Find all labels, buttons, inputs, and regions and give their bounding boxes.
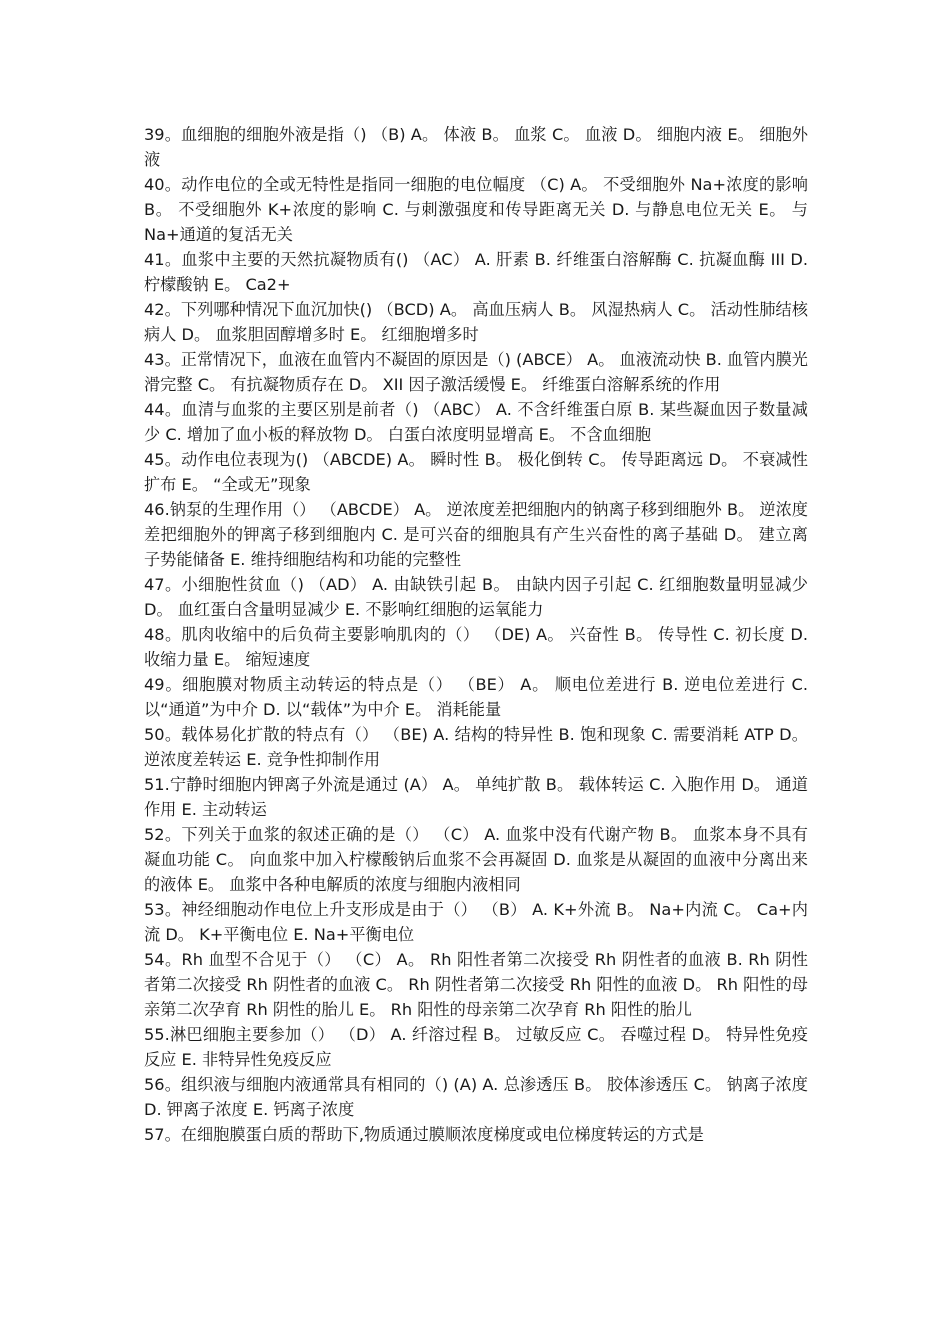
question-52: 52。下列关于血浆的叙述正确的是（） （C） A. 血浆中没有代谢产物 B。 血浆本身不具有凝血功能 C。 向血浆中加入柠檬酸钠后血浆不会再凝固 D. 血浆是从凝固的血液中分离出来的液体 E。 血浆中各种电解质的浓度与细胞内液相同	[144, 825, 808, 894]
question-50: 50。载体易化扩散的特点有（） （BE) A. 结构的特异性 B. 饱和现象 C. 需要消耗 ATP D。 逆浓度差转运 E. 竞争性抑制作用	[144, 725, 808, 769]
question-47: 47。小细胞性贫血（) （AD） A. 由缺铁引起 B。 由缺内因子引起 C. 红细胞数量明显减少 D。 血红蛋白含量明显减少 E. 不影响红细胞的运氧能力	[144, 575, 808, 619]
document-page	[144, 122, 808, 1147]
question-42: 42。下列哪种情况下血沉加快() （BCD) A。 高血压病人 B。 风湿热病人 C。 活动性肺结核病人 D。 血浆胆固醇增多时 E。 红细胞增多时	[144, 300, 808, 344]
question-55: 55.淋巴细胞主要参加（） （D） A. 纤溶过程 B。 过敏反应 C。 吞噬过程 D。 特异性免疫反应 E. 非特异性免疫反应	[144, 1025, 808, 1069]
question-43: 43。正常情况下，血液在血管内不凝固的原因是（) (ABCE） A。 血液流动快 B. 血管内膜光滑完整 C。 有抗凝物质存在 D。 XII 因子激活缓慢 E。 纤维蛋白溶解系统的作用	[144, 350, 808, 394]
question-57: 57。在细胞膜蛋白质的帮助下,物质通过膜顺浓度梯度或电位梯度转运的方式是	[144, 1125, 704, 1144]
question-41: 41。血浆中主要的天然抗凝物质有() （AC） A. 肝素 B. 纤维蛋白溶解酶 C. 抗凝血酶 III D. 柠檬酸钠 E。 Ca2+	[144, 250, 808, 294]
question-54: 54。Rh 血型不合见于（） （C） A。 Rh 阳性者第二次接受 Rh 阴性者的血液 B. Rh 阴性者第二次接受 Rh 阴性者的血液 C。 Rh 阴性者第二次接受 Rh 阳性的血液 D。 Rh 阳性的母亲第二次孕育 Rh 阴性的胎儿 E。 Rh 阳性的母亲第二次孕育 Rh 阳性的胎儿	[144, 950, 808, 1019]
question-51: 51.宁静时细胞内钾离子外流是通过 (A） A。 单纯扩散 B。 载体转运 C. 入胞作用 D。 通道作用 E. 主动转运	[144, 775, 808, 819]
question-44: 44。血清与血浆的主要区别是前者（) （ABC） A. 不含纤维蛋白原 B. 某些凝血因子数量减少 C. 增加了血小板的释放物 D。 白蛋白浓度明显增高 E。 不含血细胞	[144, 400, 808, 444]
question-49: 49。细胞膜对物质主动转运的特点是（） （BE） A。 顺电位差进行 B. 逆电位差进行 C. 以“通道”为中介 D. 以“载体”为中介 E。 消耗能量	[144, 675, 808, 719]
question-46: 46.钠泵的生理作用（） （ABCDE） A。 逆浓度差把细胞内的钠离子移到细胞外 B。 逆浓度差把细胞外的钾离子移到细胞内 C. 是可兴奋的细胞具有产生兴奋性的离子基础 D。 建立离子势能储备 E. 维持细胞结构和功能的完整性	[144, 500, 808, 569]
question-45: 45。动作电位表现为() （ABCDE) A。 瞬时性 B。 极化倒转 C。 传导距离远 D。 不衰减性扩布 E。 “全或无”现象	[144, 450, 808, 494]
question-48: 48。肌肉收缩中的后负荷主要影响肌肉的（） （DE) A。 兴奋性 B。 传导性 C. 初长度 D. 收缩力量 E。 缩短速度	[144, 625, 808, 669]
question-40: 40。动作电位的全或无特性是指同一细胞的电位幅度 （C) A。 不受细胞外 Na+浓度的影响 B。 不受细胞外 K+浓度的影响 C. 与刺激强度和传导距离无关 D. 与静息电位无关 E。 与 Na+通道的复活无关	[144, 175, 808, 244]
question-56: 56。组织液与细胞内液通常具有相同的（) (A) A. 总渗透压 B。 胶体渗透压 C。 钠离子浓度 D. 钾离子浓度 E. 钙离子浓度	[144, 1075, 808, 1119]
question-53: 53。神经细胞动作电位上升支形成是由于（） （B） A. K+外流 B。 Na+内流 C。 Ca+内流 D。 K+平衡电位 E. Na+平衡电位	[144, 900, 808, 944]
question-39: 39。血细胞的细胞外液是指（) （B) A。 体液 B。 血浆 C。 血液 D。 细胞内液 E。 细胞外液	[144, 125, 808, 169]
